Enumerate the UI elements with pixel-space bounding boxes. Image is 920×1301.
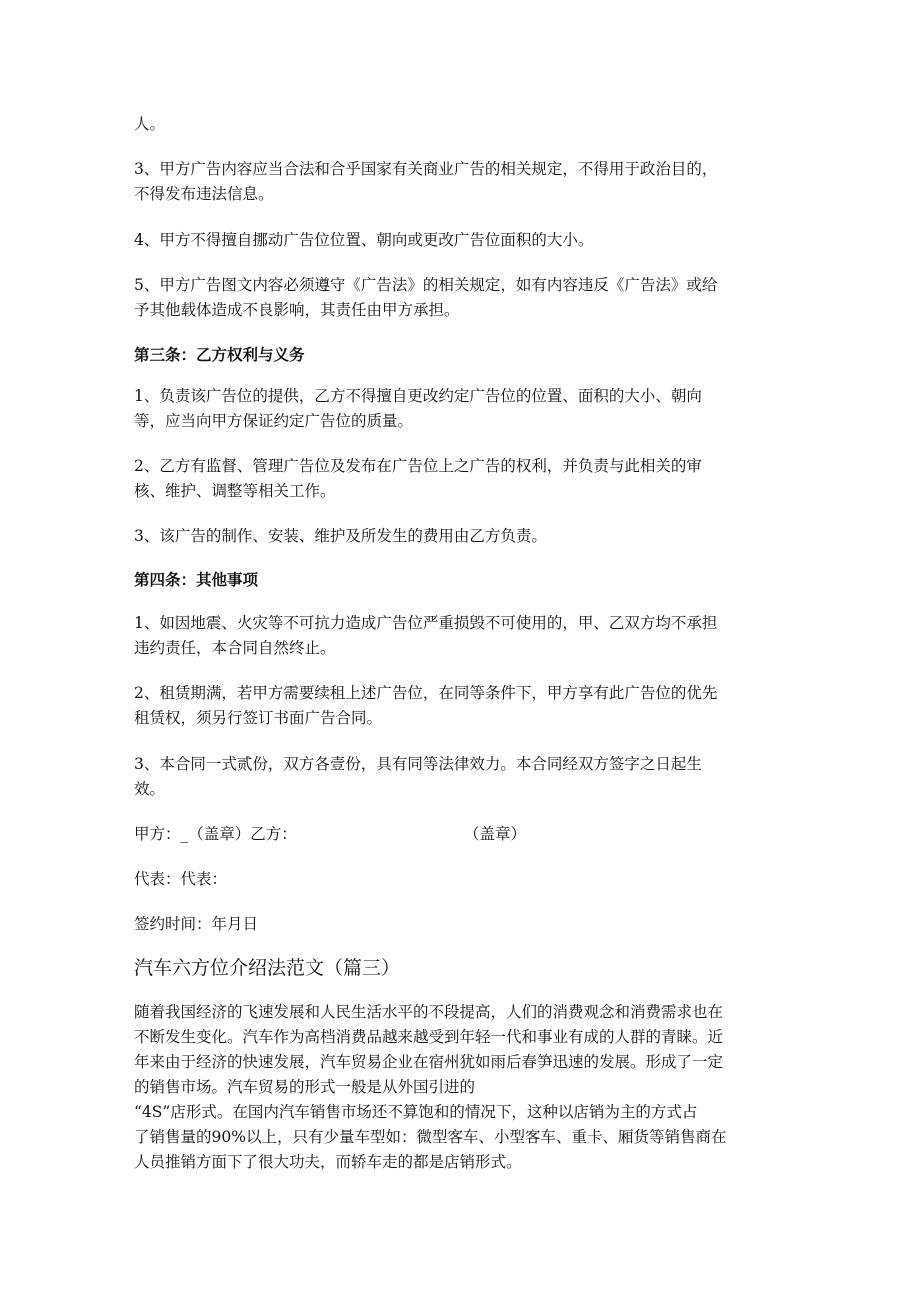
clause-4-item-3: 3、本合同一式贰份，双方各壹份，具有同等法律效力。本合同经双方签字之日起生 效。 [134, 755, 702, 798]
representative-line: 代表：代表： [134, 870, 228, 888]
clause-2-item-4: 4、甲方不得擅自挪动广告位位置、朝向或更改广告位面积的大小。 [134, 231, 594, 249]
clause-3-item-2: 2、乙方有监督、管理广告位及发布在广告位上之广告的权利，并负责与此相关的审 核、维护、调整等相关工作。 [134, 457, 702, 500]
clause-3-item-1: 1、负责该广告位的提供，乙方不得擅自更改约定广告位的位置、面积的大小、朝向 等，应当向甲方保证约定广告位的质量。 [134, 387, 702, 430]
clause-4-item-1: 1、如因地震、火灾等不可抗力造成广告位严重损毁不可使用的，甲、乙双方均不承担 违约责任，本合同自然终止。 [134, 614, 718, 657]
party-a-b-label: 甲方：_（盖章）乙方： [134, 825, 297, 843]
signing-date-line: 签约时间：年月日 [134, 915, 259, 933]
paragraph-fragment: 人。 [134, 115, 166, 133]
clause-3-heading: 第三条：乙方权利与义务 [134, 346, 305, 364]
clause-2-item-3: 3、甲方广告内容应当合法和合乎国家有关商业广告的相关规定，不得用于政治目的， 不得发布违法信息。 [134, 160, 718, 203]
seal-label: （盖章） [464, 825, 527, 843]
clause-4-heading: 第四条：其他事项 [134, 571, 259, 589]
clause-2-item-5: 5、甲方广告图文内容必须遵守《广告法》的相关规定，如有内容违反《广告法》或给 予其他载体造成不良影响，其责任由甲方承担。 [134, 276, 718, 319]
section-body: 随着我国经济的飞速发展和人民生活水平的不段提高，人们的消费观念和消费需求也在 不断发生变化。汽车作为高档消费品越来越受到年轻一代和事业有成的人群的青睐。近 年来由于经济的快速发展，汽车贸易企业在宿州犹如雨后春笋迅速的发展。形成了一定 的销售市场。汽车贸易的形式一般是从外国引进的 “4S”店形式。在国内汽车销售市场还不算饱和的情况下，这种以店销为主的方式占 了销售量的90%以上，只有少量车型如：微型客车、小型客车、重卡、厢货等销售商在 人员推销方面下了很大功夫，而轿车走的都是店销形式。 [134, 1003, 727, 1171]
section-title: 汽车六方位介绍法范文（篇三） [134, 957, 401, 979]
signature-line [134, 822, 527, 847]
clause-3-item-3: 3、该广告的制作、安装、维护及所发生的费用由乙方负责。 [134, 527, 547, 545]
clause-4-item-2: 2、租赁期满，若甲方需要续租上述广告位，在同等条件下，甲方享有此广告位的优先 租赁权，须另行签订书面广告合同。 [134, 684, 718, 727]
